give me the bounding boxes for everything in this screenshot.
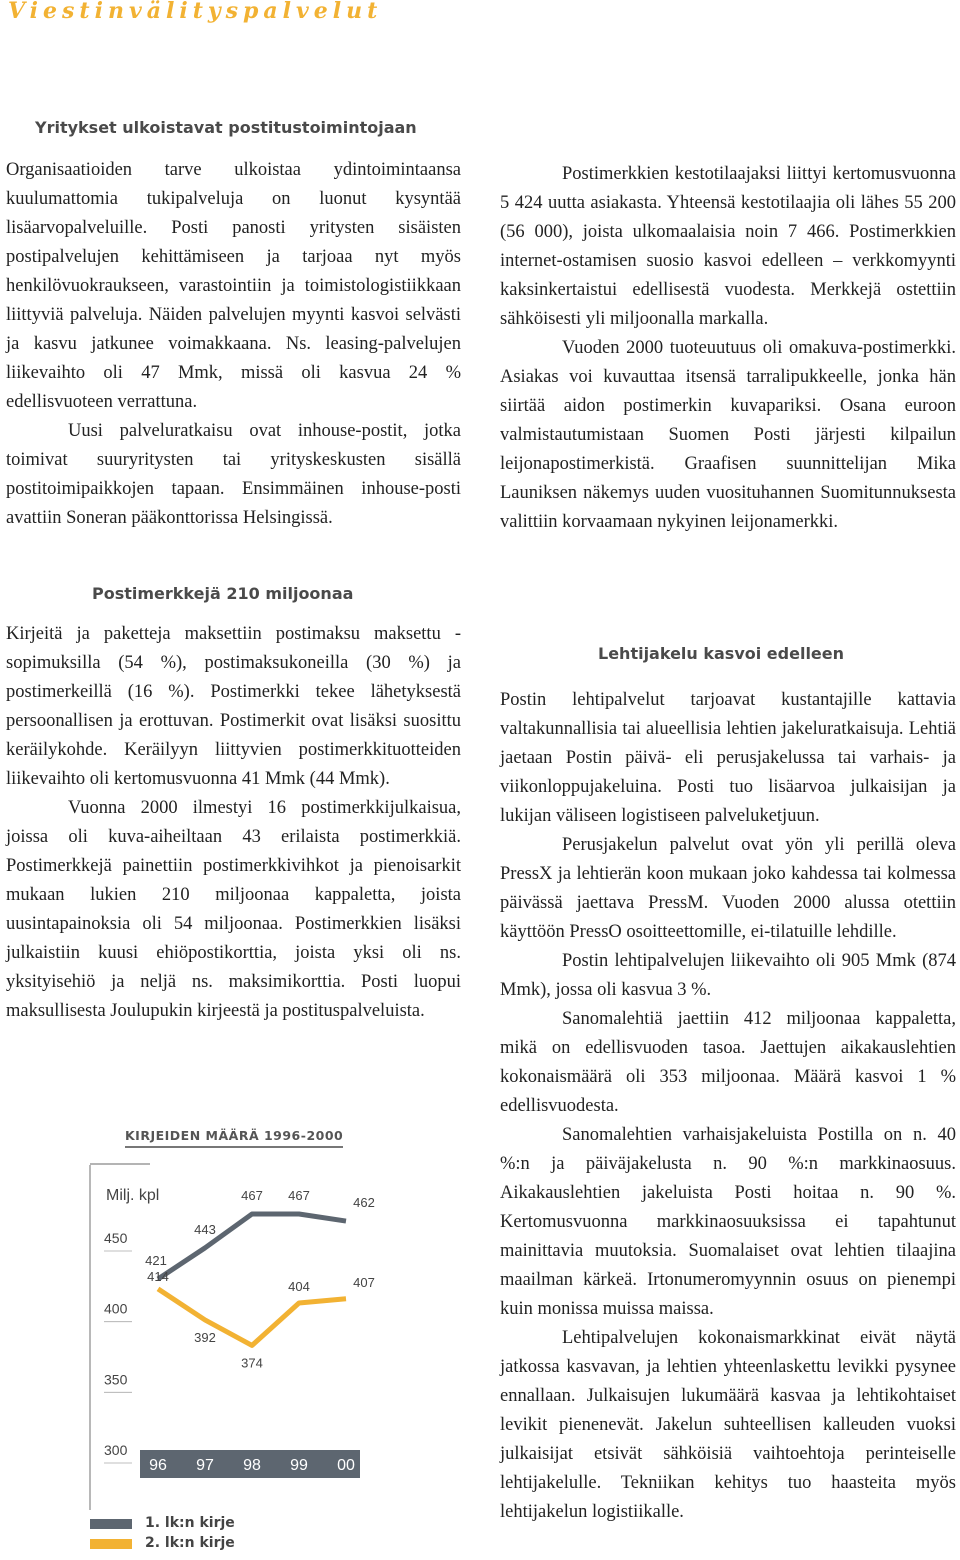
letters-chart <box>80 1120 380 1560</box>
paragraph: Sanomalehtien varhaisjakeluista Postilla on n. 40 %:n ja päiväjakelusta n. 90 %:n markkinaosuus. Aikakauslehtien jakeluista Posti hoitaa n. 90 %. Kertomusvuonna markkinaosuuksissa ei tapahtunut mainittavia muutoksia. Suomalaiset ovat lehtien tilaajina maailman kärkeä. Irtonumeromyynnin osuus on pienempi kuin monissa muissa maissa. <box>500 1125 956 1319</box>
paragraph: Perusjakelun palvelut ovat yön yli perillä oleva PressX ja lehtierän koon mukaan joko kahdessa tai kolmessa päivässä jaettava PressM. Vuoden 2000 alussa otettiin käyttöön PressO osoitteettomille, ei-tilatuille lehdille. <box>500 835 956 942</box>
series-line-2 <box>158 1289 346 1346</box>
left-column-bottom <box>6 620 461 1026</box>
paragraph: Postin lehtipalvelujen liikevaihto oli 905 Mmk (874 Mmk), jossa oli kasvua 3 %. <box>500 951 956 1000</box>
paragraph: Sanomalehtiä jaettiin 412 miljoonaa kappaletta, mikä on edellisvuoden tasoa. Jaettujen aikakauslehtien kokonaismäärä oli 353 miljoonaa. Määrä kasvoi 1 % edellisvuodesta. <box>500 1009 956 1116</box>
y-tick-label: 450 <box>104 1230 128 1246</box>
heading-stamps: Postimerkkejä 210 miljoonaa <box>92 584 354 603</box>
data-label: 467 <box>241 1187 263 1203</box>
x-tick-label: 96 <box>149 1457 167 1474</box>
x-tick-label: 98 <box>243 1457 261 1474</box>
data-label: 467 <box>288 1187 310 1203</box>
x-tick-label: 99 <box>290 1457 308 1474</box>
paragraph: Kirjeitä ja paketteja maksettiin postimaksu maksettu -sopimuksilla (54 %), postimaksukoneilla (30 %) ja postimerkeillä (16 %). Postimerkki tekee lähetyksestä persoonallisen ja erottuvan. Postimerkit ovat lisäksi suosittu keräilykohde. Keräilyyn liittyvien postimerkkituotteiden liikevaihto oli kertomusvuonna 41 Mmk (44 Mmk). <box>6 624 461 789</box>
legend-label: 1. lk:n kirje <box>145 1515 235 1531</box>
right-column-top <box>500 160 956 537</box>
y-axis-label: Milj. kpl <box>106 1187 160 1204</box>
data-label: 414 <box>147 1268 169 1284</box>
data-label: 407 <box>353 1274 375 1290</box>
data-label: 392 <box>194 1329 216 1345</box>
y-tick-label: 400 <box>104 1300 128 1317</box>
paragraph: Vuoden 2000 tuoteuutuus oli omakuva-postimerkki. Asiakas voi kuvauttaa itsensä tarralipukkeelle, jonka hän siirtää aidon postimerkin kuvapariksi. Osana euroon valmistautumistaan Suomen Posti järjesti kilpailun leijonapostimerkistä. Graafisen suunnittelijan Mika Launiksen näkemys uuden vuosituhannen Suomitunnuksesta valittiin korvaamaan nykyinen leijonamerkki. <box>500 338 956 532</box>
heading-outsourcing: Yritykset ulkoistavat postitustoimintojaan <box>35 118 417 137</box>
paragraph: Lehtipalvelujen kokonaismarkkinat eivät näytä jatkossa kasvavan, ja lehtien yhteenlaskettu levikki pysynee ennallaan. Julkaisujen lukumäärä kasvaa ja lehtikohtaiset levikit pienenevät. Jakelun suhteellisen kalleuden vuoksi julkaisijat etsivät sähköisiä vaihtoehtoja perinteiselle lehtijakelulle. Tekniikan kehitys tuo haasteita myös lehtijakelun logistiikalle. <box>500 1328 956 1522</box>
paragraph: Postimerkkien kestotilaajaksi liittyi kertomusvuonna 5 424 uutta asiakasta. Yhteensä kestotilaajia oli lähes 55 200 (56 000), joista ulkomaalaisia noin 7 466. Postimerkkien internet-ostamisen suosio kasvoi edelleen – verkkomyynti kaksinkertaistui edellisestä vuodesta. Merkkejä ostettiin sähköisesti yli miljoonalla markalla. <box>500 164 956 329</box>
x-tick-label: 00 <box>337 1457 355 1474</box>
right-column-bottom <box>500 686 956 1527</box>
data-label: 374 <box>241 1355 263 1371</box>
heading-newspapers: Lehtijakelu kasvoi edelleen <box>598 644 845 663</box>
series-line-1 <box>158 1214 346 1279</box>
legend-swatch-1 <box>90 1519 132 1529</box>
paragraph: Organisaatioiden tarve ulkoistaa ydintoimintaansa kuulumattomia tukipalveluja on luonut kysyntää lisäarvopalveluille. Posti panosti yritysten sisäisten postipalvelujen kehittämiseen ja tarjoaa nyt myös henkilövuokraukseen, varastointiin ja toimistologistiikkaan liittyviä palveluja. Näiden palvelujen myynti kasvoi selvästi ja kasvu jatkunee voimakkaana. Ns. leasing-palvelujen liikevaihto oli 47 Mmk, missä oli kasvua 24 % edellisvuoteen verrattuna. <box>6 160 461 412</box>
legend-label: 2. lk:n kirje <box>145 1535 235 1551</box>
y-tick-label: 300 <box>104 1442 128 1458</box>
paragraph: Vuonna 2000 ilmestyi 16 postimerkkijulkaisua, joissa oli kuva-aiheiltaan 43 erilaista postimerkkiä. Postimerkkejä painettiin postimerkkivihkot ja pienoisarkit mukaan lukien 210 miljoonaa kappaletta, joista uusintapainoksia oli 54 miljoonaa. Postimerkkien lisäksi julkaistiin kuusi ehiöpostikorttia, joista yksi oli ns. yksityisehiö ja neljä ns. maksimikorttia. Posti luopui maksullisesta Joulupukin kirjeestä ja postituspalveluista. <box>6 798 461 1021</box>
section-title: Viestinvälityspalvelut <box>8 0 383 24</box>
legend-swatch-2 <box>90 1539 132 1549</box>
y-tick-label: 350 <box>104 1371 128 1388</box>
paragraph: Uusi palveluratkaisu ovat inhouse-postit, jotka toimivat suuryritysten tai yrityskeskusten sisällä postitoimipaikkojen tapaan. Ensimmäinen inhouse-posti avattiin Soneran pääkonttorissa Helsingissä. <box>6 421 461 528</box>
paragraph: Postin lehtipalvelut tarjoavat kustantajille kattavia valtakunnallisia tai alueellisia lehtien jakeluratkaisuja. Lehtiä jaetaan Postin päivä- eli perusjakelussa tai varhais- ja viikonloppujakeluina. Posti tuo lisäarvoa julkaisijan ja lukijan väliseen logistiseen palveluketjuun. <box>500 690 956 826</box>
chart-title: KIRJEIDEN MÄÄRÄ 1996-2000 <box>125 1128 344 1143</box>
data-label: 421 <box>145 1252 167 1268</box>
data-label: 443 <box>194 1221 216 1237</box>
data-label: 404 <box>288 1279 310 1295</box>
left-column-top <box>6 156 461 533</box>
data-label: 462 <box>353 1195 375 1211</box>
chart-plot <box>80 1120 380 1510</box>
x-tick-label: 97 <box>196 1457 214 1474</box>
